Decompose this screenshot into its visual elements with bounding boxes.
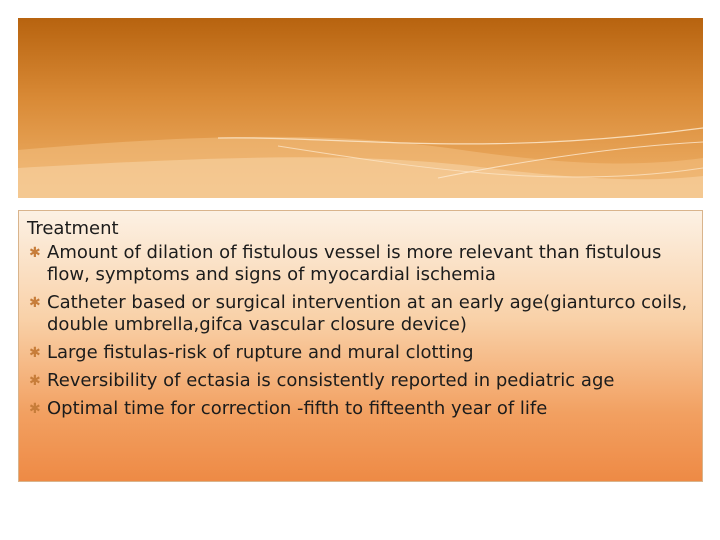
asterisk-icon: ✱: [29, 295, 41, 311]
asterisk-icon: ✱: [29, 401, 41, 417]
bullet-item: [27, 398, 692, 420]
decorative-waves: [18, 18, 703, 198]
header-band: [18, 18, 703, 198]
bullet-item: [27, 292, 692, 336]
bullet-item: [27, 370, 692, 392]
bullet-item: [27, 342, 692, 364]
content-box: [18, 210, 703, 482]
bullet-text: Amount of dilation of fistulous vessel is more relevant than fistulous flow, symptoms and signs of myocardial ischemia: [47, 242, 662, 285]
bullet-item: [27, 242, 692, 286]
bullet-text: Reversibility of ectasia is consistently reported in pediatric age: [47, 370, 615, 391]
bullet-text: Large fistulas-risk of rupture and mural clotting: [47, 342, 474, 363]
section-heading: Treatment: [27, 218, 119, 239]
bullet-text: Optimal time for correction -fifth to fifteenth year of life: [47, 398, 548, 419]
bullet-text: Catheter based or surgical intervention at an early age(gianturco coils, double umbrella,gifca vascular closure device): [47, 292, 688, 335]
asterisk-icon: ✱: [29, 245, 41, 261]
bullet-list: [27, 242, 692, 420]
asterisk-icon: ✱: [29, 373, 41, 389]
asterisk-icon: ✱: [29, 345, 41, 361]
